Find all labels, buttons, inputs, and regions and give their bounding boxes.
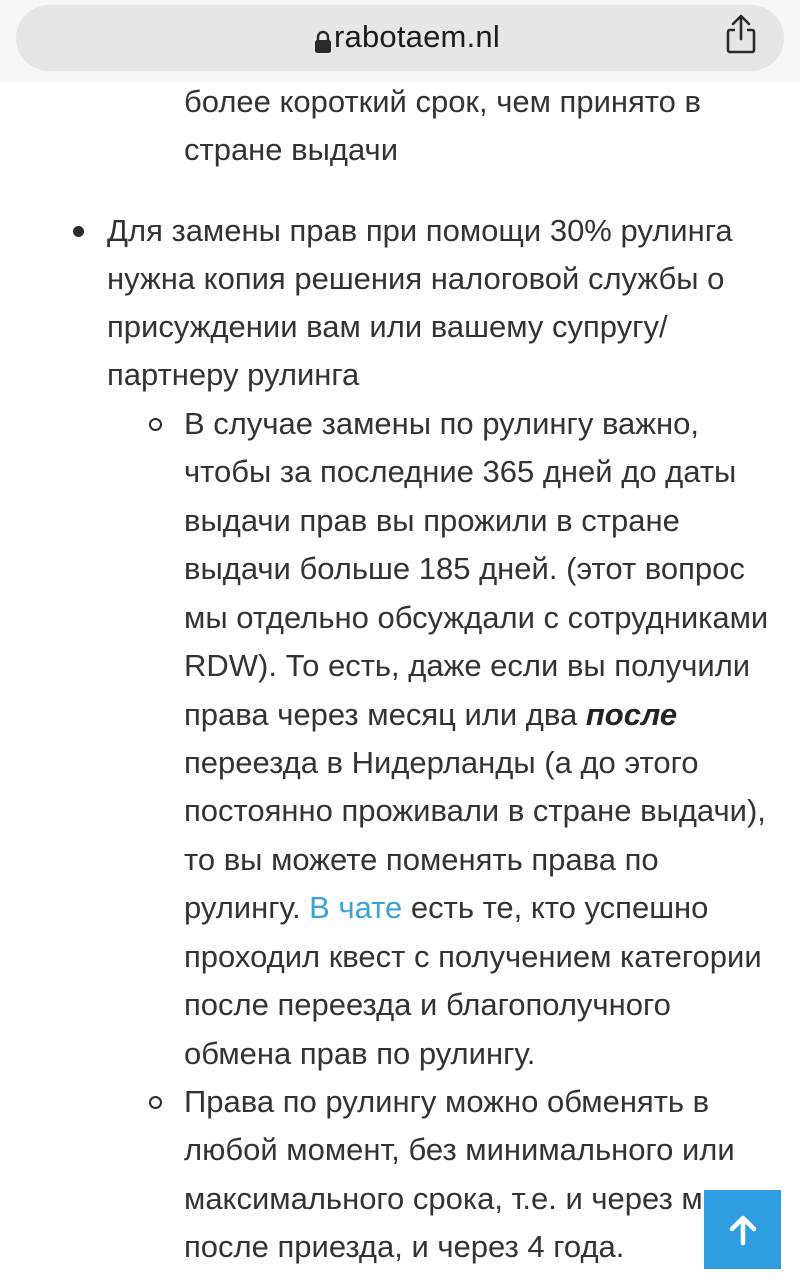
text-line: чтобы за последние 365 дней до даты xyxy=(184,454,737,489)
chat-link[interactable]: В чате xyxy=(309,890,403,925)
scroll-to-top-button[interactable] xyxy=(704,1190,781,1269)
text-line xyxy=(184,884,708,933)
text-line: В случае замены по рулингу важно, xyxy=(184,406,700,441)
text-line: после приезда, и через 4 года. xyxy=(184,1229,625,1264)
text-line: любой момент, без минимального или xyxy=(184,1132,735,1167)
browser-address-bar xyxy=(0,0,800,82)
bullet-disc-icon xyxy=(73,226,84,237)
text-line: нужна копия решения налоговой службы о xyxy=(107,261,725,296)
text-line: постоянно проживали в стране выдачи), xyxy=(184,793,766,828)
text-line: проходил квест с получением категории xyxy=(184,939,762,974)
text-line: присуждении вам или вашему супругу/ xyxy=(107,309,668,344)
text-line: Права по рулингу можно обменять в xyxy=(184,1084,710,1119)
text-line: Для замены прав при помощи 30% рулинга xyxy=(107,213,733,248)
share-icon[interactable] xyxy=(724,14,758,54)
text-line: RDW). То есть, даже если вы получили xyxy=(184,648,751,683)
text-span: рулингу. xyxy=(184,890,310,925)
text-line: выдачи прав вы прожили в стране xyxy=(184,503,680,538)
text-line: партнеру рулинга xyxy=(107,357,360,392)
arrow-up-icon xyxy=(728,1214,758,1246)
bullet-circle-icon xyxy=(149,1096,162,1109)
text-line: мы отдельно обсуждали с сотрудниками xyxy=(184,600,769,635)
text-line: стране выдачи xyxy=(184,132,399,167)
text-line: переезда в Нидерланды (а до этого xyxy=(184,745,699,780)
text-line: то вы можете поменять права по xyxy=(184,842,659,877)
url-text: rabotaem.nl xyxy=(334,19,500,54)
text-line: выдачи больше 185 дней. (этот вопрос xyxy=(184,551,745,586)
text-line: обмена прав по рулингу. xyxy=(184,1036,536,1071)
text-line: более короткий срок, чем принято в xyxy=(184,84,701,119)
bullet-circle-icon xyxy=(149,418,162,431)
text-line xyxy=(184,691,677,740)
text-span: права через месяц или два xyxy=(184,697,586,732)
url-field[interactable] xyxy=(16,5,784,71)
text-span: есть те, кто успешно xyxy=(402,890,709,925)
lock-icon xyxy=(314,30,332,54)
text-line: после переезда и благополучного xyxy=(184,987,671,1022)
text-line: максимального срока, т.е. и через м xyxy=(184,1181,703,1216)
emphasis-text: после xyxy=(585,697,678,732)
